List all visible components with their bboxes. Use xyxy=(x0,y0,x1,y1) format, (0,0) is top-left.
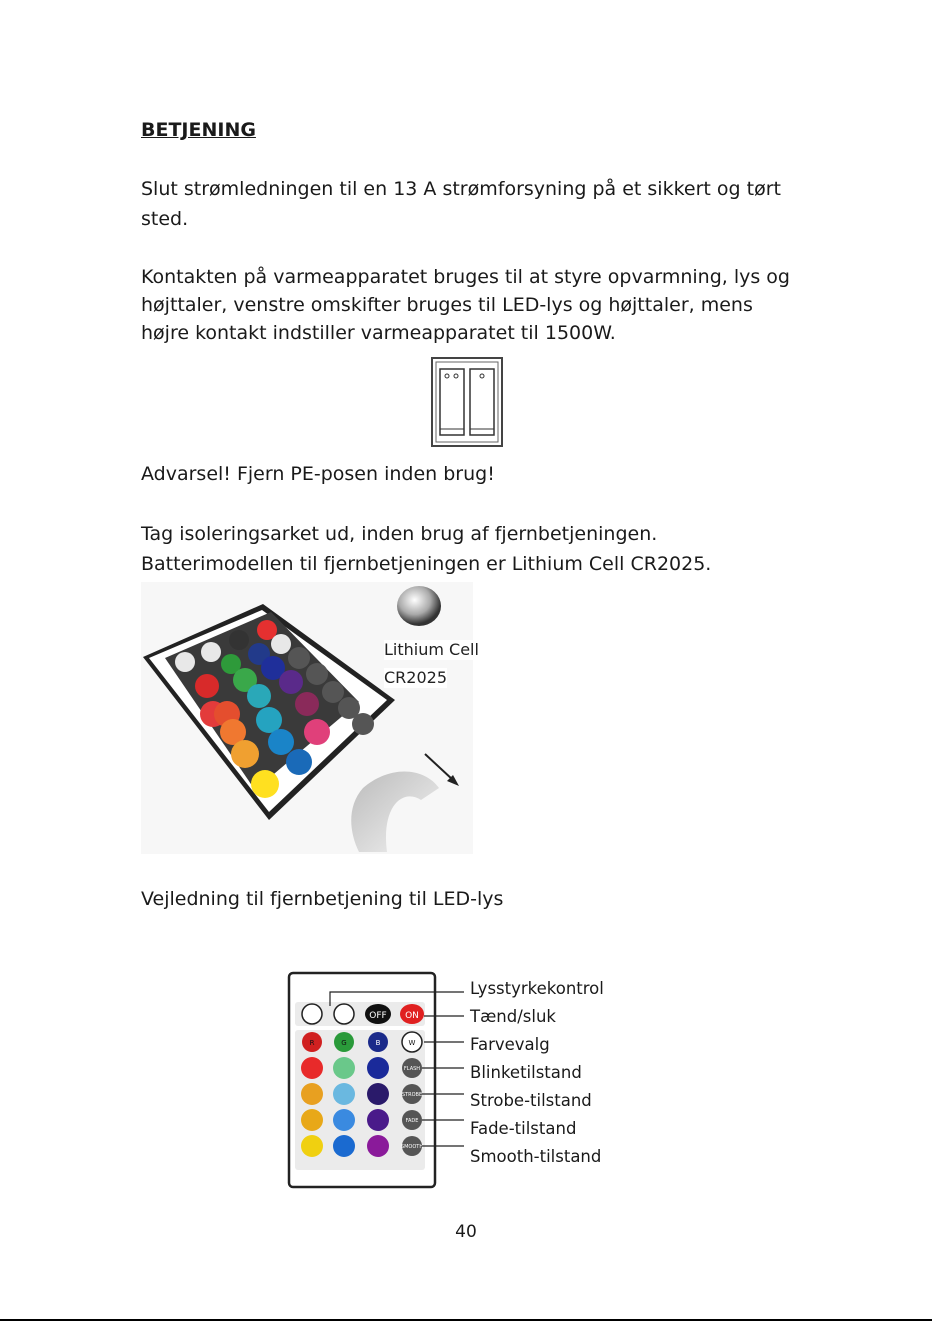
g-button-text: G xyxy=(341,1039,347,1047)
callout-fade: Fade-tilstand xyxy=(470,1119,577,1138)
warning-text: Advarsel! Fjern PE-posen inden brug! xyxy=(141,463,495,485)
fade-button-text: FADE xyxy=(405,1118,419,1124)
paragraph-battery: Tag isoleringsarket ud, inden brug af fjernbetjeningen. Batterimodellen til fjernbetjeningen er Lithium Cell CR2025. xyxy=(141,523,712,575)
off-button-text: OFF xyxy=(369,1011,387,1021)
remote-battery-photo xyxy=(141,582,473,854)
paragraph-switch-description: Kontakten på varmeapparatet bruges til at styre opvarmning, lys og højttaler, venstre omskifter bruges til LED-lys og højttaler, mens højre kontakt indstiller varmeapparatet til 1500W. xyxy=(141,266,790,344)
w-button-text: W xyxy=(408,1039,416,1047)
paragraph-remote-guide: Vejledning til fjernbetjening til LED-lys xyxy=(141,888,504,910)
page-bottom-rule xyxy=(0,1319,932,1321)
callout-color: Farvevalg xyxy=(470,1035,550,1054)
callout-flash: Blinketilstand xyxy=(470,1063,582,1082)
page-number: 40 xyxy=(455,1222,477,1242)
callout-power: Tænd/sluk xyxy=(470,1007,556,1026)
b-button-text: B xyxy=(375,1039,381,1047)
paragraph-power-supply: Slut strømledningen til en 13 A strømforsyning på et sikkert og tørt sted. xyxy=(141,178,781,230)
strobe-button-text: STROBE xyxy=(401,1092,423,1098)
smooth-button-text: SMOOTH xyxy=(400,1144,424,1150)
callout-strobe: Strobe-tilstand xyxy=(470,1091,592,1110)
battery-label-line2: CR2025 xyxy=(384,668,448,687)
switch-illustration xyxy=(431,357,503,447)
callout-brightness: Lysstyrkekontrol xyxy=(470,979,604,998)
on-button-text: ON xyxy=(405,1011,419,1021)
callout-smooth: Smooth-tilstand xyxy=(470,1147,602,1166)
battery-label-line1: Lithium Cell xyxy=(384,640,479,659)
flash-button-text: FLASH xyxy=(403,1066,421,1072)
r-button-text: R xyxy=(309,1039,315,1047)
section-heading: BETJENING xyxy=(141,119,256,141)
